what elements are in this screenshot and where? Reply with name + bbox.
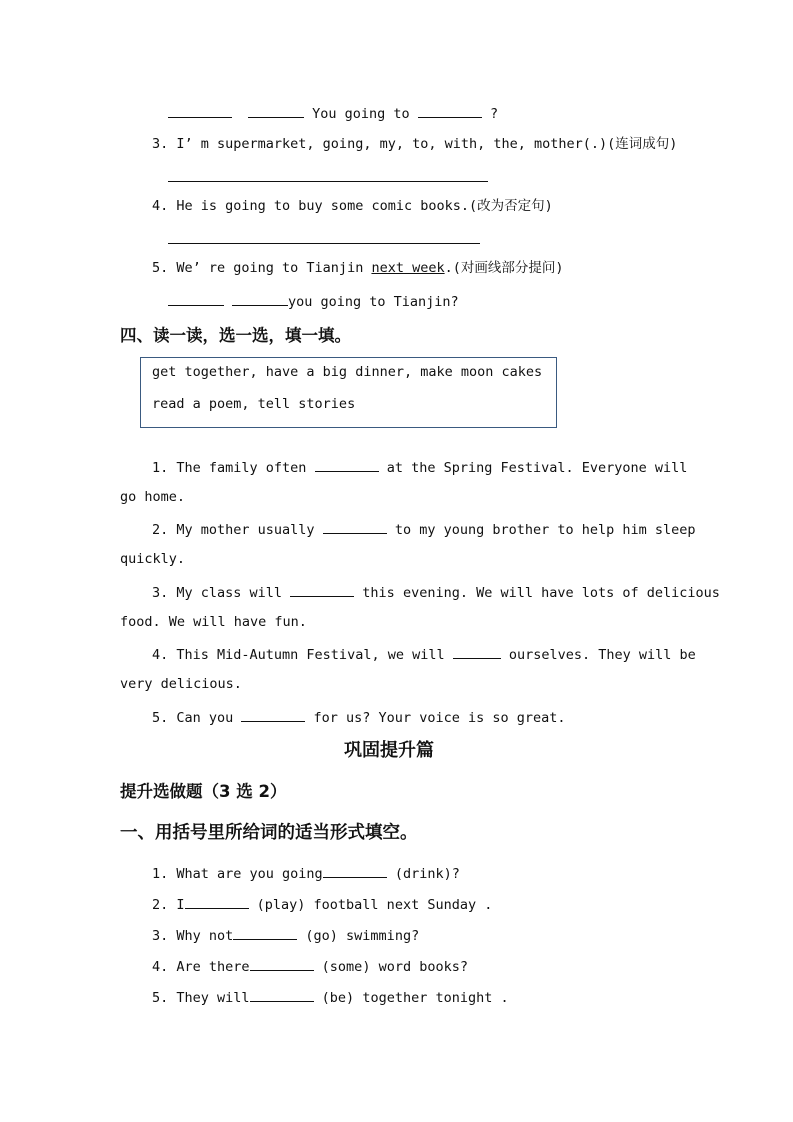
word-bank-line-2: read a poem, tell stories [152,396,356,412]
s4-q1 [152,457,687,477]
consolidation-title: 巩固提升篇 [344,740,434,761]
answer-blank[interactable] [232,291,288,306]
question-text: ourselves. They will be [500,647,696,663]
question-text: 5. Can you [152,710,242,726]
c-section1-title: 一、用括号里所给词的适当形式填空。 [120,823,418,843]
word-bank-line-1: get together, have a big dinner, make moon cakes [152,364,543,380]
item2-text: You going to [312,106,410,122]
question-text: 2. I [152,897,185,913]
item3-prompt: 3. I’ m supermarket, going, my, to, with, the, mother(.)(连词成句) [152,136,678,152]
question-text: 1. The family often [152,460,315,476]
s4-q3-wrap: food. We will have fun. [120,614,307,630]
question-text: 5. They will [152,990,250,1006]
answer-blank[interactable] [168,291,224,306]
answer-blank[interactable] [233,925,297,940]
answer-blank[interactable] [323,863,387,878]
c-q4 [152,956,468,976]
question-text: 3. Why not [152,928,234,944]
consolidation-subtitle: 提升选做题（3 选 2） [120,782,287,801]
s4-q5 [152,707,566,727]
question-text: 4. This Mid-Autumn Festival, we will [152,647,453,663]
question-text: (drink)? [386,866,460,882]
s4-q1-wrap: go home. [120,489,186,505]
answer-blank[interactable] [315,457,379,472]
c-q3 [152,925,419,945]
answer-blank[interactable] [290,582,354,597]
answer-blank[interactable] [248,103,304,118]
item2-qmark: ? [489,106,499,122]
s4-q3 [152,582,720,602]
item3-answer-line[interactable] [168,181,488,182]
answer-blank[interactable] [168,103,232,118]
question-text: 3. My class will [152,585,291,601]
question-text: at the Spring Festival. Everyone will [378,460,688,476]
question-text: (some) word books? [313,959,468,975]
item5-underlined: next week [371,260,445,276]
c-q5 [152,987,509,1007]
answer-blank[interactable] [185,894,249,909]
question-text: 2. My mother usually [152,522,323,538]
question-text: (go) swimming? [297,928,420,944]
item5-line2: you going to Tianjin? [288,294,459,310]
s4-q4 [152,644,696,664]
question-text: (be) together tonight . [313,990,509,1006]
s4-q2-wrap: quickly. [120,551,186,567]
c-q2 [152,894,492,914]
answer-blank[interactable] [323,519,387,534]
s4-q4-wrap: very delicious. [120,676,242,692]
item5-suffix: .(对画线部分提问) [444,260,564,276]
item2-answer-line [168,103,498,123]
question-text: to my young brother to help him sleep [386,522,696,538]
question-text: (play) football next Sunday . [248,897,493,913]
answer-blank[interactable] [418,103,482,118]
question-text: 4. Are there [152,959,250,975]
item5-prompt [152,259,564,277]
question-text: this evening. We will have lots of delicious [354,585,720,601]
section4-title: 四、读一读，选一选，填一填。 [120,326,351,345]
answer-blank[interactable] [250,987,314,1002]
item5-answer-line [168,291,459,311]
answer-blank[interactable] [453,644,501,659]
question-text: 1. What are you going [152,866,323,882]
item5-prefix: 5. We’ re going to Tianjin [152,260,372,276]
item4-prompt: 4. He is going to buy some comic books.(改为否定句) [152,198,553,214]
answer-blank[interactable] [250,956,314,971]
c-q1 [152,863,460,883]
word-bank-box [140,357,557,428]
s4-q2 [152,519,696,539]
item4-answer-line[interactable] [168,243,480,244]
answer-blank[interactable] [241,707,305,722]
question-text: for us? Your voice is so great. [305,710,566,726]
